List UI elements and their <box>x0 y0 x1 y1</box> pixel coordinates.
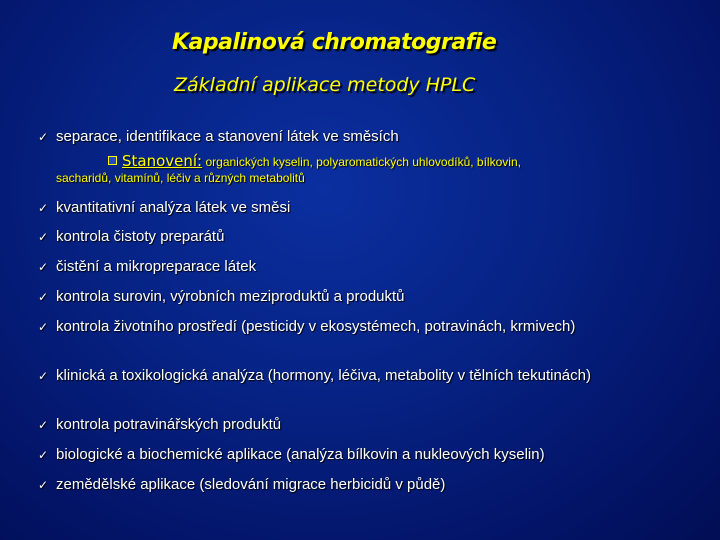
checkmark-icon: ✓ <box>38 201 49 215</box>
bullet-text: zemědělské aplikace (sledování migrace herbicidů v půdě) <box>56 476 446 493</box>
checkmark-icon: ✓ <box>38 320 49 334</box>
sub-bullet <box>108 153 698 171</box>
checkmark-icon: ✓ <box>38 290 49 304</box>
bullet-text: biologické a biochemické aplikace (analýza bílkovin a nukleových kyselin) <box>56 446 545 463</box>
square-bullet-icon <box>108 156 117 165</box>
bullet-text: kontrola potravinářských produktů <box>56 416 282 433</box>
bullet-item <box>38 415 688 434</box>
sub-bullet-label: Stanovení: <box>122 152 203 170</box>
bullet-text: čistění a mikropreparace látek <box>56 258 257 275</box>
checkmark-icon: ✓ <box>38 418 49 432</box>
bullet-item <box>38 227 688 246</box>
checkmark-icon: ✓ <box>38 478 49 492</box>
bullet-item <box>38 257 688 276</box>
slide-title-text: Kapalinová chromatografie <box>172 30 497 55</box>
checkmark-icon: ✓ <box>38 130 49 144</box>
bullet-item <box>38 475 688 494</box>
bullet-text: kontrola surovin, výrobních meziproduktů a produktů <box>56 288 405 305</box>
bullet-item <box>38 127 688 146</box>
bullet-text: kontrola čistoty preparátů <box>56 228 225 245</box>
bullet-item <box>38 198 688 217</box>
sub-bullet-text: organických kyselin, polyaromatických uhlovodíků, bílkovin, <box>205 155 521 169</box>
sub-bullet-text-continued: sacharidů, vitamínů, léčiv a různých metabolitů <box>56 171 305 185</box>
bullet-text: kvantitativní analýza látek ve směsi <box>56 199 291 216</box>
bullet-item <box>38 317 598 336</box>
bullet-item <box>38 445 688 464</box>
checkmark-icon: ✓ <box>38 260 49 274</box>
checkmark-icon: ✓ <box>38 448 49 462</box>
checkmark-icon: ✓ <box>38 369 49 383</box>
bullet-text: klinická a toxikologická analýza (hormony, léčiva, metabolity v tělních tekutinách) <box>56 367 591 384</box>
bullet-text: kontrola životního prostředí (pesticidy v ekosystémech, potravinách, krmivech) <box>56 318 576 335</box>
bullet-item <box>38 366 608 385</box>
slide-subtitle: Základní aplikace metody HPLC <box>174 74 476 96</box>
bullet-text: separace, identifikace a stanovení látek ve směsích <box>56 128 399 145</box>
bullet-item <box>38 287 688 306</box>
checkmark-icon: ✓ <box>38 230 49 244</box>
